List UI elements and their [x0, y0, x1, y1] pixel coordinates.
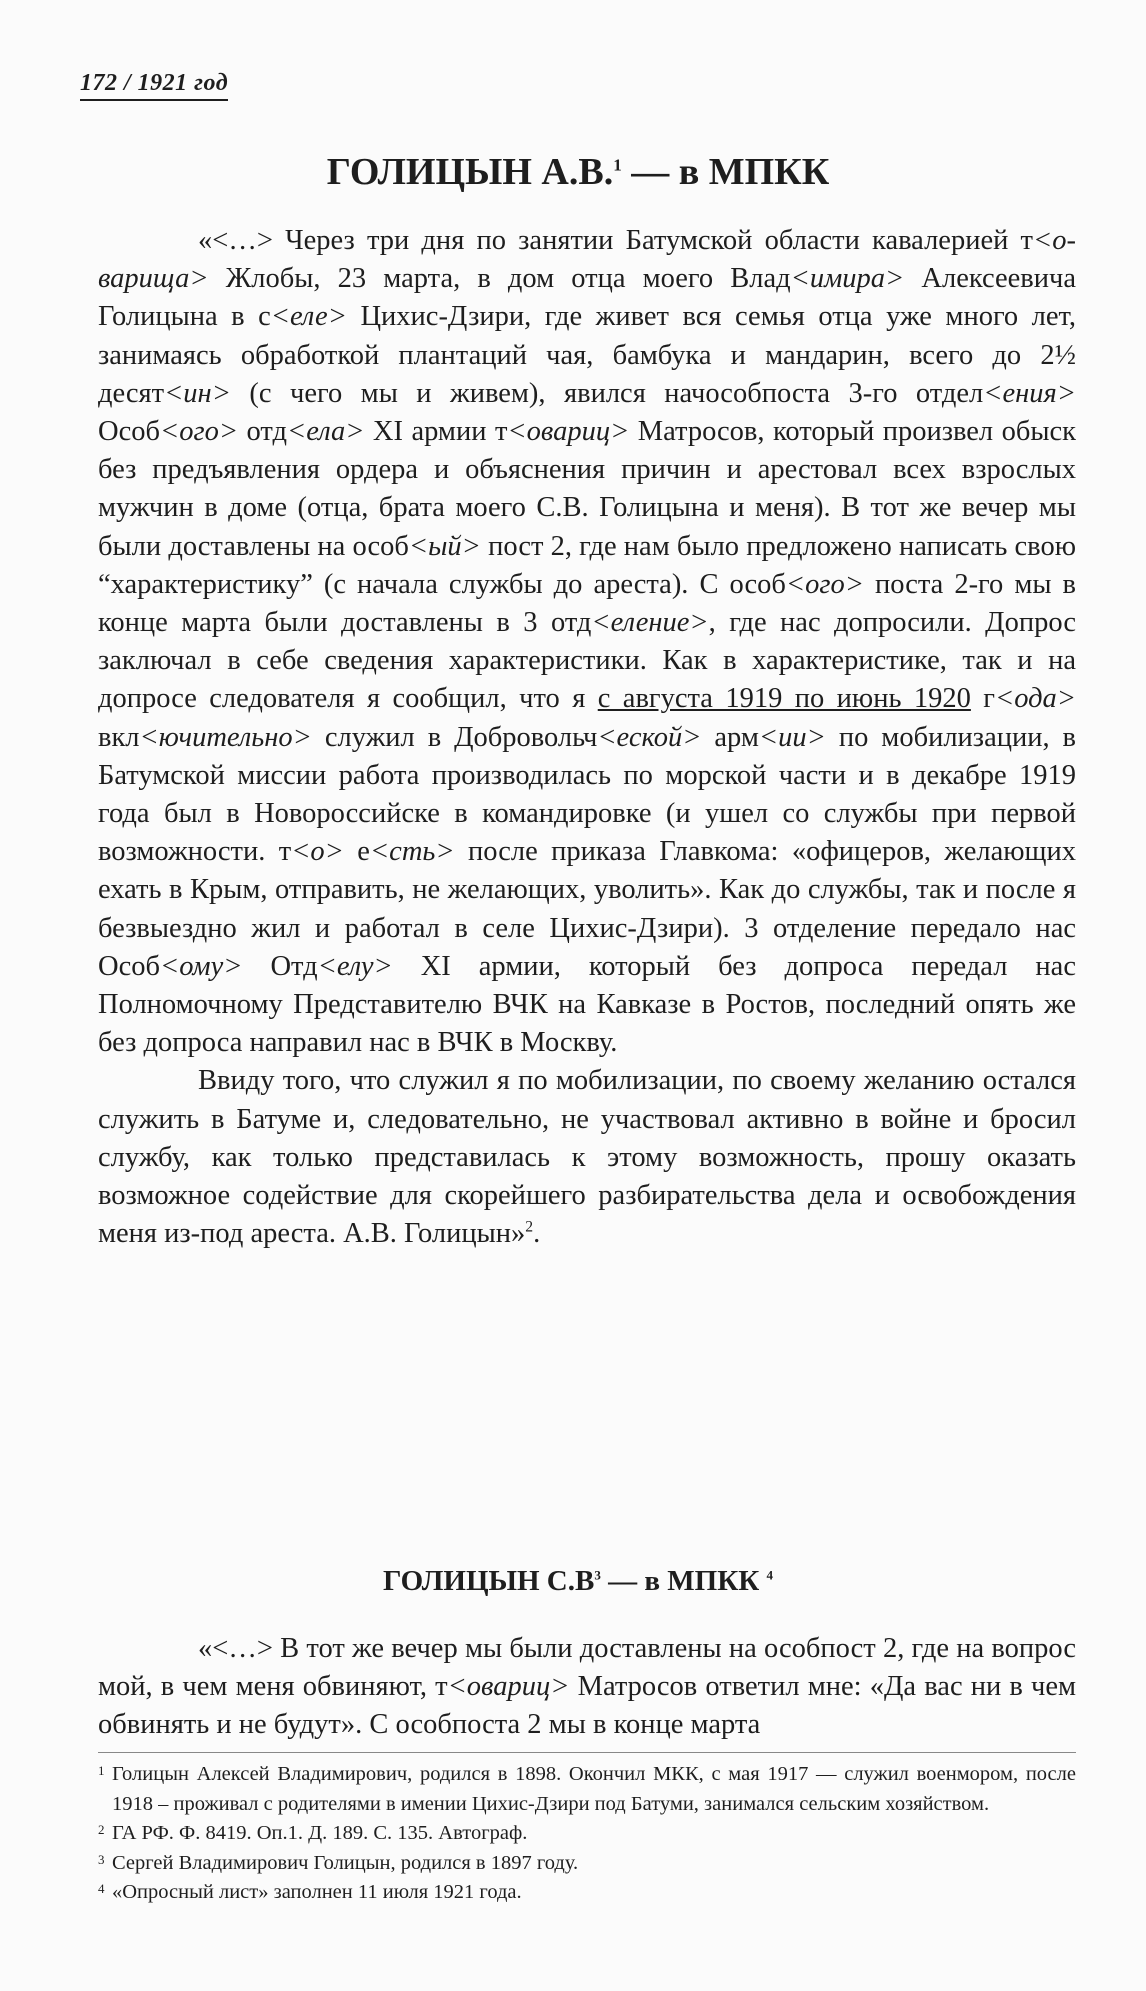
editorial-insert: <о>	[291, 836, 344, 868]
footnote-text: ГА РФ. Ф. 8419. Оп.1. Д. 189. С. 135. Автограф.	[112, 1822, 528, 1844]
text-run: , где нас допросили. Допрос заключал в себе сведения характеристики. Как в характеристике, так и на допросе следователя я сообщил, что я	[98, 607, 1076, 715]
editorial-insert: <ода>	[995, 683, 1077, 715]
footnote	[98, 1878, 1076, 1908]
editorial-insert: <елу>	[317, 950, 393, 982]
text-run: вкл	[98, 721, 140, 753]
text-run: Алексеевича Голицына в с	[98, 263, 1076, 333]
footnote	[98, 1849, 1076, 1879]
footnote-number: 2	[98, 1822, 105, 1837]
text-run: .	[533, 1218, 541, 1250]
text-run: Отд	[242, 950, 318, 982]
section2-body	[98, 1630, 1076, 1745]
footnote-number: 1	[98, 1763, 105, 1778]
editorial-insert: <еле>	[270, 301, 347, 333]
text-run: после приказа Главкома: «офицеров, желающих ехать в Крым, отправить, не желающих, уволить». Как до службы, так и после я безвыездно жил и работал в селе Цихис-Дзири). 3 отделение передало нас Особ	[98, 836, 1077, 982]
footnote-text: Голицын Алексей Владимирович, родился в 1898. Окончил МКК, с мая 1917 — служил военмором, после 1918 – проживал с родителями в имении Цихис-Дзири под Батуми, занимался сельским хозяйством.	[112, 1763, 1076, 1815]
footnote-ref: 1	[613, 155, 622, 175]
section-title-golitsyn-av	[80, 150, 1076, 194]
title-tail: — в МПКК	[600, 1565, 767, 1597]
footnote-text: Сергей Владимирович Голицын, родился в 1897 году.	[112, 1851, 579, 1874]
text-run: XI армии т	[364, 416, 508, 448]
editorial-insert: <овариц>	[507, 416, 630, 448]
footnote	[98, 1819, 1076, 1849]
paragraph	[98, 222, 1076, 1062]
text-run: пост 2, где нам было предложено написать свою “характеристику” (с начала службы до ареста). С особ	[98, 530, 1076, 600]
footnote-ref: 3	[594, 1567, 601, 1583]
text-run: XI армии, который без допроса передал нас Полномочному Представителю ВЧК на Кавказе в Ростов, последний опять же без допроса направил нас в ВЧК в Москву.	[98, 950, 1076, 1059]
footnote-divider	[98, 1752, 1076, 1753]
editorial-insert: <ого>	[159, 416, 239, 448]
text-run: Матросов, который произвел обыск без предъявления ордера и объяснения причин и арестовал всех взрослых мужчин в доме (отца, брата моего С.В. Голицына и меня). В тот же вечер мы были доставлены на особ	[98, 416, 1076, 562]
editorial-insert: <ин>	[164, 377, 231, 409]
editorial-insert: <сть>	[369, 836, 455, 868]
text-run: отд	[238, 416, 288, 448]
editorial-insert: <овариц>	[447, 1671, 570, 1703]
text-run: Ввиду того, что служил я по мобилизации, по своему желанию остался служить в Батуме и, следовательно, не участвовал активно в войне и бросил службу, как только представилась к этому возможность, прошу оказать возможное содействие для скорейшего разбирательства дела и освобождения меня из-под ареста. А.В. Голицын»	[98, 1065, 1076, 1250]
footnote-ref: 2	[525, 1218, 534, 1236]
editorial-insert: <ому>	[159, 950, 243, 982]
editorial-insert: <ения>	[983, 377, 1076, 409]
footnote	[98, 1760, 1076, 1819]
text-run: «<…> В тот же вечер мы были доставлены на особпост 2, где на вопрос мой, в чем меня обвиняют, т	[98, 1633, 1076, 1703]
title-text: ГОЛИЦЫН С.В	[382, 1565, 595, 1597]
editorial-insert: <оварища>	[98, 225, 1076, 295]
text-run: е	[343, 836, 370, 868]
running-head: 172 / 1921 год	[80, 70, 228, 101]
underlined-dates: с августа 1919 по июнь 1920	[597, 683, 971, 715]
text-run: поста 2-го мы в конце марта были доставлены в 3 отд	[98, 568, 1076, 639]
text-run: арм	[701, 721, 759, 753]
editorial-insert: <еление>	[591, 607, 709, 639]
footnote-text: «Опросный лист» заполнен 11 июля 1921 года.	[112, 1881, 522, 1903]
editorial-insert: <ый>	[408, 530, 481, 562]
section-title-golitsyn-sv	[80, 1565, 1076, 1598]
text-run: «<…> Через три дня по занятии Батумской области кавалерией т	[198, 225, 1034, 256]
footnotes	[98, 1760, 1076, 1908]
title-tail: — в МПКК	[621, 151, 830, 193]
editorial-insert: <ого>	[785, 568, 864, 600]
footnote-number: 4	[98, 1881, 105, 1896]
paragraph	[98, 1062, 1076, 1253]
text-run: по мобилизации, в Батумской миссии работа производилась по морской части и в декабре 1919 года был в Новороссийске в командировке (и ушел со службы при первой возможности. т	[98, 721, 1077, 868]
paragraph	[98, 1630, 1076, 1745]
footnote-number: 3	[98, 1851, 105, 1867]
text-run: Жлобы, 23 марта, в дом отца моего Влад	[208, 263, 791, 295]
text-run: (с чего мы и живем), явился начособпоста 3-го отдел	[230, 377, 984, 409]
editorial-insert: <ючительно>	[139, 721, 312, 753]
section1-body	[98, 222, 1076, 1253]
text-run: Матросов ответил мне: «Да вас ни в чем обвинять и не будут». С особпоста 2 мы в конце марта	[98, 1671, 1077, 1741]
text-run: г	[970, 683, 995, 715]
text-run: служил в Добровольч	[311, 721, 598, 753]
footnote-ref: 4	[766, 1567, 774, 1583]
text-run: Особ	[98, 416, 160, 448]
editorial-insert: <ела>	[287, 416, 365, 448]
text-run: Цихис-Дзири, где живет вся семья отца уже много лет, занимаясь обработкой плантаций чая, бамбука и мандарин, всего до 2½ десят	[98, 301, 1076, 409]
editorial-insert: <ии>	[758, 721, 826, 753]
editorial-insert: <имира>	[790, 263, 905, 295]
editorial-insert: <еской>	[597, 721, 702, 753]
title-text: ГОЛИЦЫН А.В.	[326, 151, 614, 193]
